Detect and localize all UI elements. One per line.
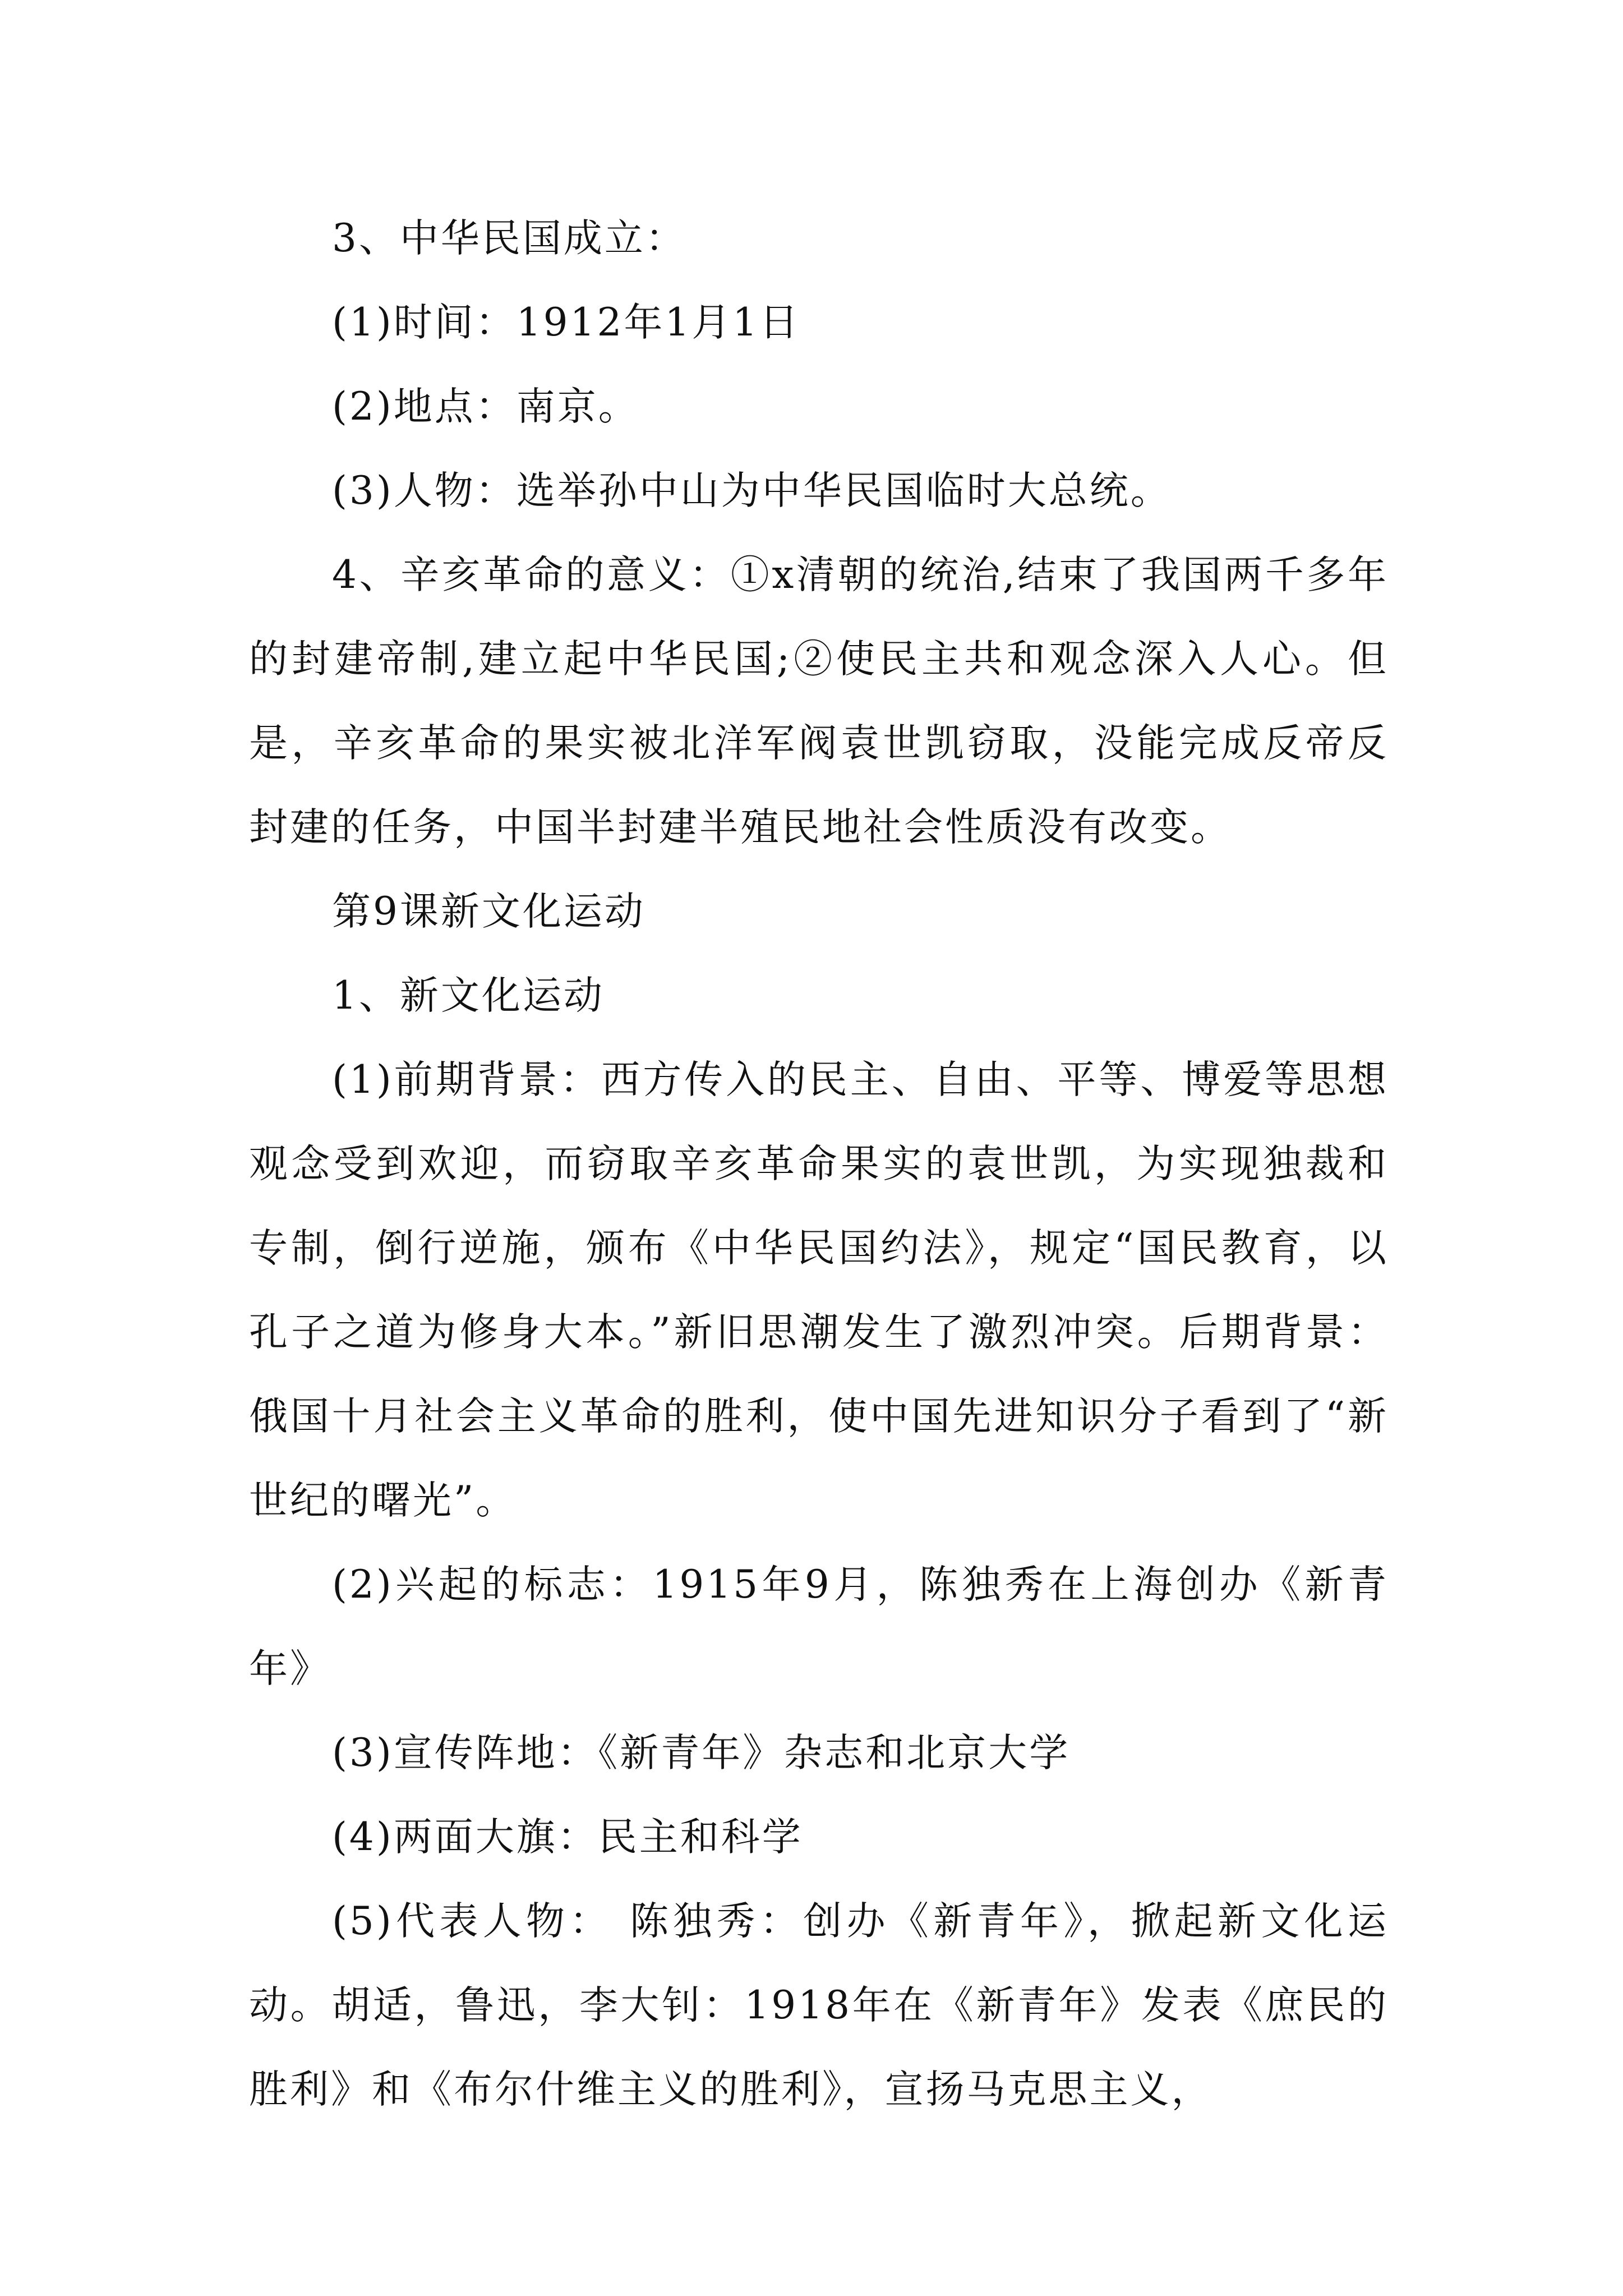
paragraph-representatives: (5)代表人物： 陈独秀：创办《新青年》，掀起新文化运动。胡适，鲁迅，李大钊：1918年在《新青年》发表《庶民的胜利》和《布尔什维主义的胜利》，宣扬马克思主义， — [249, 1899, 1389, 2112]
list-item-time: (1)时间：1912年1月1日 — [332, 300, 801, 345]
list-item-two-banners: (4)两面大旗：民主和科学 — [332, 1815, 803, 1860]
section-heading-new-culture-movement: 1、新文化运动 — [332, 973, 605, 1018]
lesson-title: 第9课新文化运动 — [332, 889, 645, 934]
paragraph-background: (1)前期背景：西方传入的民主、自由、平等、博爱等思想观念受到欢迎，而窃取辛亥革命果实的袁世凯，为实现独裁和专制，倒行逆施，颁布《中华民国约法》，规定“国民教育，以孔子之道为修身大本。”新旧思潮发生了激烈冲突。后期背景：俄国十月社会主义革命的胜利，使中国先进知识分子看到了“新世纪的曙光”。 — [249, 1057, 1389, 1523]
list-item-propaganda-base: (3)宣传阵地：《新青年》杂志和北京大学 — [332, 1731, 1071, 1775]
list-item-place: (2)地点：南京。 — [332, 384, 639, 429]
paragraph-rise-marker: (2)兴起的标志：1915年9月，陈独秀在上海创办《新青年》 — [249, 1562, 1389, 1691]
section-heading-republic-founding: 3、中华民国成立： — [332, 216, 686, 261]
list-item-person: (3)人物：选举孙中山为中华民国临时大总统。 — [332, 468, 1172, 513]
paragraph-revolution-significance: 4、辛亥革命的意义：①x清朝的统治,结束了我国两千多年的封建帝制,建立起中华民国;②使民主共和观念深入人心。但是，辛亥革命的果实被北洋军阀袁世凯窃取，没能完成反帝反封建的任务，中国半封建半殖民地社会性质没有改变。 — [249, 553, 1389, 850]
document-body — [249, 196, 1389, 2132]
